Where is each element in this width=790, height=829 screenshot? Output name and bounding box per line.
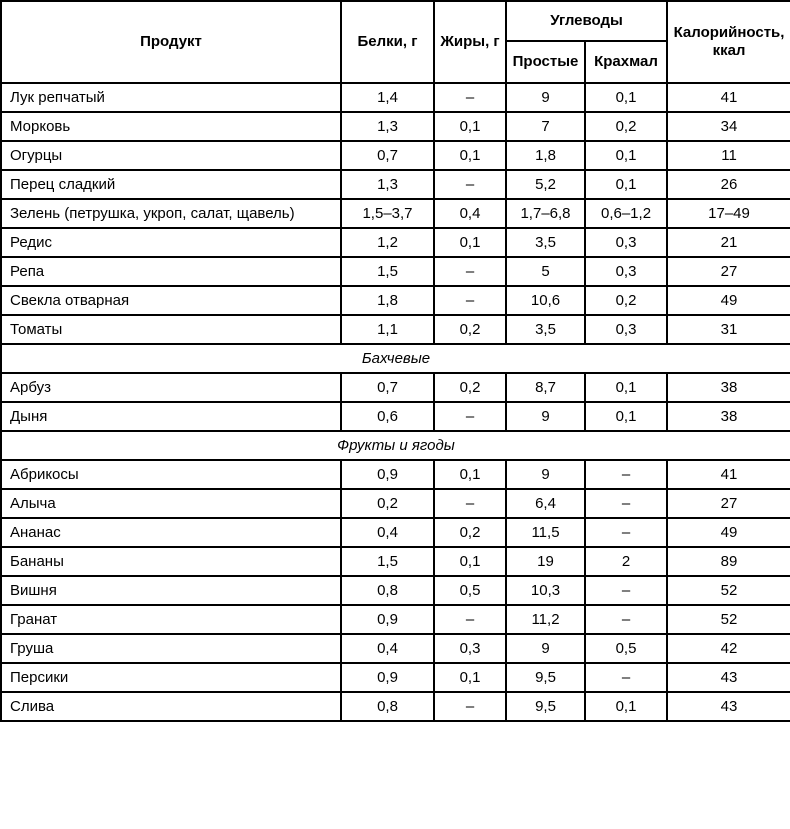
- calories-cell: 38: [667, 373, 790, 402]
- product-cell: Бананы: [1, 547, 341, 576]
- protein-cell: 0,9: [341, 663, 434, 692]
- protein-cell: 0,7: [341, 141, 434, 170]
- fat-cell: 0,2: [434, 315, 506, 344]
- carbs-starch-cell: 0,3: [585, 315, 667, 344]
- calories-cell: 27: [667, 257, 790, 286]
- carbs-starch-cell: –: [585, 518, 667, 547]
- product-cell: Свекла отварная: [1, 286, 341, 315]
- carbs-simple-cell: 7: [506, 112, 585, 141]
- fat-cell: –: [434, 83, 506, 112]
- table-row: [1, 83, 790, 112]
- protein-cell: 0,6: [341, 402, 434, 431]
- product-cell: Персики: [1, 663, 341, 692]
- protein-cell: 1,4: [341, 83, 434, 112]
- calories-cell: 43: [667, 692, 790, 721]
- fat-cell: –: [434, 489, 506, 518]
- carbs-starch-cell: 0,1: [585, 402, 667, 431]
- calories-cell: 42: [667, 634, 790, 663]
- fat-cell: 0,5: [434, 576, 506, 605]
- carbs-starch-cell: 0,3: [585, 257, 667, 286]
- product-cell: Абрикосы: [1, 460, 341, 489]
- carbs-starch-cell: –: [585, 663, 667, 692]
- header-calories: Калорийность, ккал: [667, 1, 790, 83]
- carbs-starch-cell: 0,1: [585, 692, 667, 721]
- carbs-starch-cell: 0,6–1,2: [585, 199, 667, 228]
- carbs-simple-cell: 19: [506, 547, 585, 576]
- carbs-simple-cell: 10,6: [506, 286, 585, 315]
- protein-cell: 0,7: [341, 373, 434, 402]
- carbs-simple-cell: 8,7: [506, 373, 585, 402]
- calories-cell: 31: [667, 315, 790, 344]
- table-row: [1, 315, 790, 344]
- carbs-starch-cell: 0,1: [585, 373, 667, 402]
- carbs-starch-cell: –: [585, 460, 667, 489]
- carbs-starch-cell: 0,2: [585, 286, 667, 315]
- product-cell: Редис: [1, 228, 341, 257]
- product-cell: Ананас: [1, 518, 341, 547]
- carbs-simple-cell: 3,5: [506, 315, 585, 344]
- protein-cell: 0,9: [341, 605, 434, 634]
- table-row: [1, 692, 790, 721]
- protein-cell: 1,5: [341, 547, 434, 576]
- calories-cell: 41: [667, 83, 790, 112]
- protein-cell: 0,8: [341, 692, 434, 721]
- calories-cell: 49: [667, 286, 790, 315]
- carbs-starch-cell: 0,1: [585, 83, 667, 112]
- product-cell: Груша: [1, 634, 341, 663]
- protein-cell: 0,2: [341, 489, 434, 518]
- table-row: [1, 228, 790, 257]
- calories-cell: 89: [667, 547, 790, 576]
- table-row: [1, 286, 790, 315]
- calories-cell: 11: [667, 141, 790, 170]
- product-cell: Гранат: [1, 605, 341, 634]
- table-row: [1, 170, 790, 199]
- calories-cell: 49: [667, 518, 790, 547]
- calories-cell: 17–49: [667, 199, 790, 228]
- calories-cell: 26: [667, 170, 790, 199]
- fat-cell: –: [434, 257, 506, 286]
- table-row: [1, 199, 790, 228]
- protein-cell: 1,3: [341, 170, 434, 199]
- carbs-starch-cell: 0,3: [585, 228, 667, 257]
- carbs-starch-cell: 2: [585, 547, 667, 576]
- header-carbs-starch: Крахмал: [585, 41, 667, 83]
- product-cell: Зелень (петрушка, укроп, салат, щавель): [1, 199, 341, 228]
- product-cell: Алыча: [1, 489, 341, 518]
- fat-cell: 0,1: [434, 112, 506, 141]
- carbs-simple-cell: 9: [506, 402, 585, 431]
- protein-cell: 1,2: [341, 228, 434, 257]
- table-row: [1, 547, 790, 576]
- carbs-simple-cell: 1,8: [506, 141, 585, 170]
- carbs-simple-cell: 9: [506, 634, 585, 663]
- carbs-simple-cell: 9: [506, 83, 585, 112]
- protein-cell: 0,4: [341, 634, 434, 663]
- protein-cell: 1,5–3,7: [341, 199, 434, 228]
- carbs-starch-cell: 0,1: [585, 170, 667, 199]
- product-cell: Дыня: [1, 402, 341, 431]
- carbs-simple-cell: 6,4: [506, 489, 585, 518]
- product-cell: Перец сладкий: [1, 170, 341, 199]
- fat-cell: 0,3: [434, 634, 506, 663]
- product-cell: Лук репчатый: [1, 83, 341, 112]
- fat-cell: 0,2: [434, 373, 506, 402]
- table-row: [1, 141, 790, 170]
- carbs-starch-cell: –: [585, 489, 667, 518]
- protein-cell: 1,3: [341, 112, 434, 141]
- calories-cell: 41: [667, 460, 790, 489]
- table-row: [1, 576, 790, 605]
- header-fat: Жиры, г: [434, 1, 506, 83]
- calories-cell: 34: [667, 112, 790, 141]
- calories-cell: 27: [667, 489, 790, 518]
- product-cell: Слива: [1, 692, 341, 721]
- carbs-starch-cell: 0,1: [585, 141, 667, 170]
- protein-cell: 0,9: [341, 460, 434, 489]
- calories-cell: 43: [667, 663, 790, 692]
- carbs-simple-cell: 9,5: [506, 663, 585, 692]
- table-row: [1, 460, 790, 489]
- protein-cell: 1,1: [341, 315, 434, 344]
- table-row: [1, 605, 790, 634]
- fat-cell: –: [434, 605, 506, 634]
- section-label: Фрукты и ягоды: [1, 431, 790, 460]
- calories-cell: 52: [667, 576, 790, 605]
- protein-cell: 1,5: [341, 257, 434, 286]
- carbs-simple-cell: 9,5: [506, 692, 585, 721]
- table-body: [1, 83, 790, 721]
- protein-cell: 1,8: [341, 286, 434, 315]
- table-row: [1, 518, 790, 547]
- product-cell: Морковь: [1, 112, 341, 141]
- fat-cell: –: [434, 286, 506, 315]
- carbs-simple-cell: 11,5: [506, 518, 585, 547]
- product-cell: Томаты: [1, 315, 341, 344]
- fat-cell: 0,1: [434, 547, 506, 576]
- header-carbs-simple: Простые: [506, 41, 585, 83]
- header-protein: Белки, г: [341, 1, 434, 83]
- header-carbs-group: Углеводы: [506, 1, 667, 41]
- fat-cell: 0,4: [434, 199, 506, 228]
- section-row: [1, 431, 790, 460]
- table-row: [1, 663, 790, 692]
- carbs-simple-cell: 3,5: [506, 228, 585, 257]
- carbs-simple-cell: 9: [506, 460, 585, 489]
- calories-cell: 52: [667, 605, 790, 634]
- carbs-starch-cell: 0,2: [585, 112, 667, 141]
- carbs-simple-cell: 11,2: [506, 605, 585, 634]
- product-cell: Арбуз: [1, 373, 341, 402]
- table-header: [1, 1, 790, 83]
- table-row: [1, 112, 790, 141]
- fat-cell: 0,1: [434, 228, 506, 257]
- carbs-starch-cell: –: [585, 605, 667, 634]
- fat-cell: 0,1: [434, 663, 506, 692]
- table-row: [1, 489, 790, 518]
- carbs-simple-cell: 10,3: [506, 576, 585, 605]
- carbs-starch-cell: –: [585, 576, 667, 605]
- carbs-simple-cell: 1,7–6,8: [506, 199, 585, 228]
- header-product: Продукт: [1, 1, 341, 83]
- calories-cell: 38: [667, 402, 790, 431]
- table-row: [1, 634, 790, 663]
- table-row: [1, 257, 790, 286]
- protein-cell: 0,8: [341, 576, 434, 605]
- calories-cell: 21: [667, 228, 790, 257]
- table-row: [1, 402, 790, 431]
- table-row: [1, 373, 790, 402]
- header-row-top: [1, 1, 790, 41]
- fat-cell: 0,2: [434, 518, 506, 547]
- carbs-starch-cell: 0,5: [585, 634, 667, 663]
- fat-cell: 0,1: [434, 141, 506, 170]
- section-row: [1, 344, 790, 373]
- carbs-simple-cell: 5: [506, 257, 585, 286]
- fat-cell: –: [434, 692, 506, 721]
- section-label: Бахчевые: [1, 344, 790, 373]
- fat-cell: 0,1: [434, 460, 506, 489]
- product-cell: Вишня: [1, 576, 341, 605]
- carbs-simple-cell: 5,2: [506, 170, 585, 199]
- fat-cell: –: [434, 402, 506, 431]
- product-cell: Огурцы: [1, 141, 341, 170]
- protein-cell: 0,4: [341, 518, 434, 547]
- product-cell: Репа: [1, 257, 341, 286]
- fat-cell: –: [434, 170, 506, 199]
